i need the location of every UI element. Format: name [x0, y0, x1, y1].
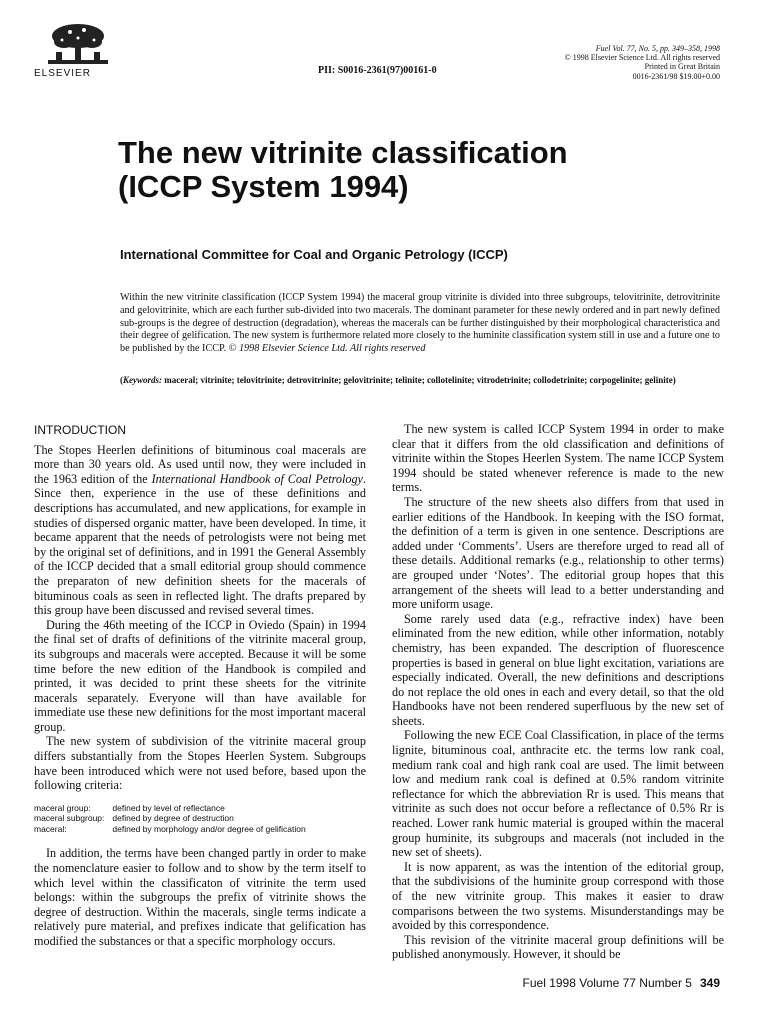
authors: International Committee for Coal and Organic Petrology (ICCP): [120, 247, 508, 262]
printed-line: Printed in Great Britain: [644, 62, 720, 72]
paragraph: This revision of the vitrinite maceral group definitions will be published anonymously. However, it should be: [392, 932, 724, 962]
paragraph: It is now apparent, as was the intention of the editorial group, that the subdivisions of the huminite group correspond with those of the new vitrinite group. This makes it easier to draw comparisons between the two systems. Misunderstandings may be avoided by this correspondence.: [392, 859, 724, 933]
paragraph: Some rarely used data (e.g., refractive index) have been eliminated from the new edition, while other information, notably chemistry, has been expanded. The description of fluorescence properties is based in general on blue light excitation, variations are especially indicated. Overall, the new definitions and descriptions do not replace the old ones in each and every detail, so that the old Handbooks have not been rendered superfluous by the new set of sheets.: [392, 611, 724, 728]
paragraph-text: . Since then, experience in the use of these definitions and descriptions has accumulated, and new applications, for example in studies of dispersed organic matter, have been developed. In time, it became apparent that the needs of petrologists were not being met by the original set of definitions, and in 1991 the General Assembly of the ICCP decided that a small editorial group should commence the preparaton of new definition sheets for the macerals of bituminous coals as seen in reflected light. The drafts prepared by this group have been discussed and revised several times.: [34, 471, 367, 618]
criteria-table: [34, 803, 314, 835]
page-footer: [523, 976, 720, 990]
criteria-term: maceral group:: [34, 802, 91, 813]
keywords-label: Keywords:: [123, 375, 162, 385]
copyright-line: © 1998 Elsevier Science Ltd. All rights reserved: [564, 53, 720, 63]
criteria-definition: defined by degree of destruction: [112, 813, 234, 824]
publisher-name: ELSEVIER: [34, 68, 91, 79]
paragraph: The structure of the new sheets also differs from that used in earlier editions of the Handbook. In keeping with the ISO format, the definition of a term is given in one sentence. Descriptions are added under ‘Comments’. Users are therefore urged to read all of these details. Additional remarks (e.g., relationship to other terms) are grouped under ‘Notes’. The editorial group hopes that this arrangement of the sheets will lead to a better understanding and more uniform usage.: [392, 494, 724, 612]
abstract: [120, 292, 720, 356]
footer-journal: Fuel 1998 Volume 77 Number 5: [522, 976, 692, 990]
criteria-row: [34, 803, 314, 814]
title-line-1: The new vitrinite classification: [118, 135, 568, 170]
journal-info: [565, 44, 720, 81]
journal-citation: Fuel Vol. 77, No. 5, pp. 349–358, 1998: [595, 44, 720, 53]
criteria-definition: defined by morphology and/or degree of gelification: [112, 823, 306, 834]
abstract-text: Within the new vitrinite classification (ICCP System 1994) the maceral group vitrinite is divided into three subgroups, telovitrinite, detrovitrinite and gelovitrinite, which are each further sub-divided into two macerals. The dominant parameter for these newly ordered and in part newly defined sub-groups is the degree of destruction (degradation), whereas the macerals can be further distinguished by their morphological characteristica and their degree of gelification. The new system is furthermore related more closely to the huminite classification system still in use and a future one to be published by the ICCP.: [120, 292, 720, 355]
paragraph-text: The Stopes Heerlen definitions of bituminous coal macerals are more than 30 years old. As used until now, they were included in the 1963 edition of the: [34, 442, 366, 486]
paragraph: The new system is called ICCP System 1994 in order to make clear that it differs from the old classification and definitions of vitrinite within the Stopes Heerlen System. The name ICCP System 1994 should be stated whenever reference is made to the new terms.: [392, 422, 724, 495]
article-title: [118, 136, 568, 204]
section-heading-introduction: INTRODUCTION: [34, 423, 126, 437]
issn-line: 0016-2361/98 $19.00+0.00: [632, 71, 720, 81]
criteria-row: [34, 824, 314, 835]
keywords: (Keywords: maceral; vitrinite; telovitrinite; detrovitrinite; gelovitrinite; telinite; collotelinite; vitrodetrinite; collodetrinite; corpogelinite; gelinite): [120, 375, 676, 385]
keywords-text: maceral; vitrinite; telovitrinite; detrovitrinite; gelovitrinite; telinite; collotelinite; vitrodetrinite; collodetrinite; corpogelinite; gelinite: [164, 375, 673, 385]
criteria-row: [34, 813, 314, 824]
criteria-term: maceral:: [34, 823, 67, 834]
paragraph: Following the new ECE Coal Classification, in place of the terms lignite, bituminous coal, anthracite etc. the terms low rank coal, medium rank coal and high rank coal are used. The limit between low and medium rank coal is defined at 0.5% random vitrinite reflectance for which the abbreviation Rr is used. This means that vitrinite as such does not occur before a reflectance of 0.5% Rr is reached. Lower rank humic material is grouped within the maceral group huminite, its subgroups and macerals (not included in the new set of sheets).: [392, 728, 724, 860]
criteria-term: maceral subgroup:: [34, 813, 105, 824]
paragraph: [34, 443, 366, 618]
right-column: [392, 422, 724, 962]
paragraph: During the 46th meeting of the ICCP in Oviedo (Spain) in 1994 the final set of drafts of definitions of the vitrinite maceral group, its subgroups and macerals were accepted. Because it will be some time before the new edition of the Handbook is compiled and printed, it was decided to print these sheets for the vitrinite macerals separately. Everyone will than have available for immediate use these new definitions for the most important maceral group.: [34, 617, 366, 734]
paragraph: The new system of subdivision of the vitrinite maceral group differs substantially from the Stopes Heerlen System. Subgroups have been introduced which were not used before, based upon the following criteria:: [34, 734, 366, 793]
paragraph: In addition, the terms have been changed partly in order to make the nomenclature easier to follow and to show by the term itself to which level within the classificaton of vitrinite the term used belongs: within the subgroups the prefix of vitrinite shows the degree of destruction. Within the macerals, single terms indicate a relatively pure material, and prefixes indicate that gelification has modified the substances or that a specific morphology occurs.: [34, 846, 366, 948]
handbook-title: International Handbook of Coal Petrology: [151, 471, 363, 486]
title-line-2: (ICCP System 1994): [118, 169, 409, 204]
page-number: 349: [699, 976, 720, 990]
left-column: [34, 423, 366, 949]
abstract-copyright: © 1998 Elsevier Science Ltd. All rights reserved: [228, 343, 426, 355]
criteria-definition: defined by level of reflectance: [112, 802, 225, 813]
pii-identifier: PII: S0016-2361(97)00161-0: [318, 65, 437, 76]
